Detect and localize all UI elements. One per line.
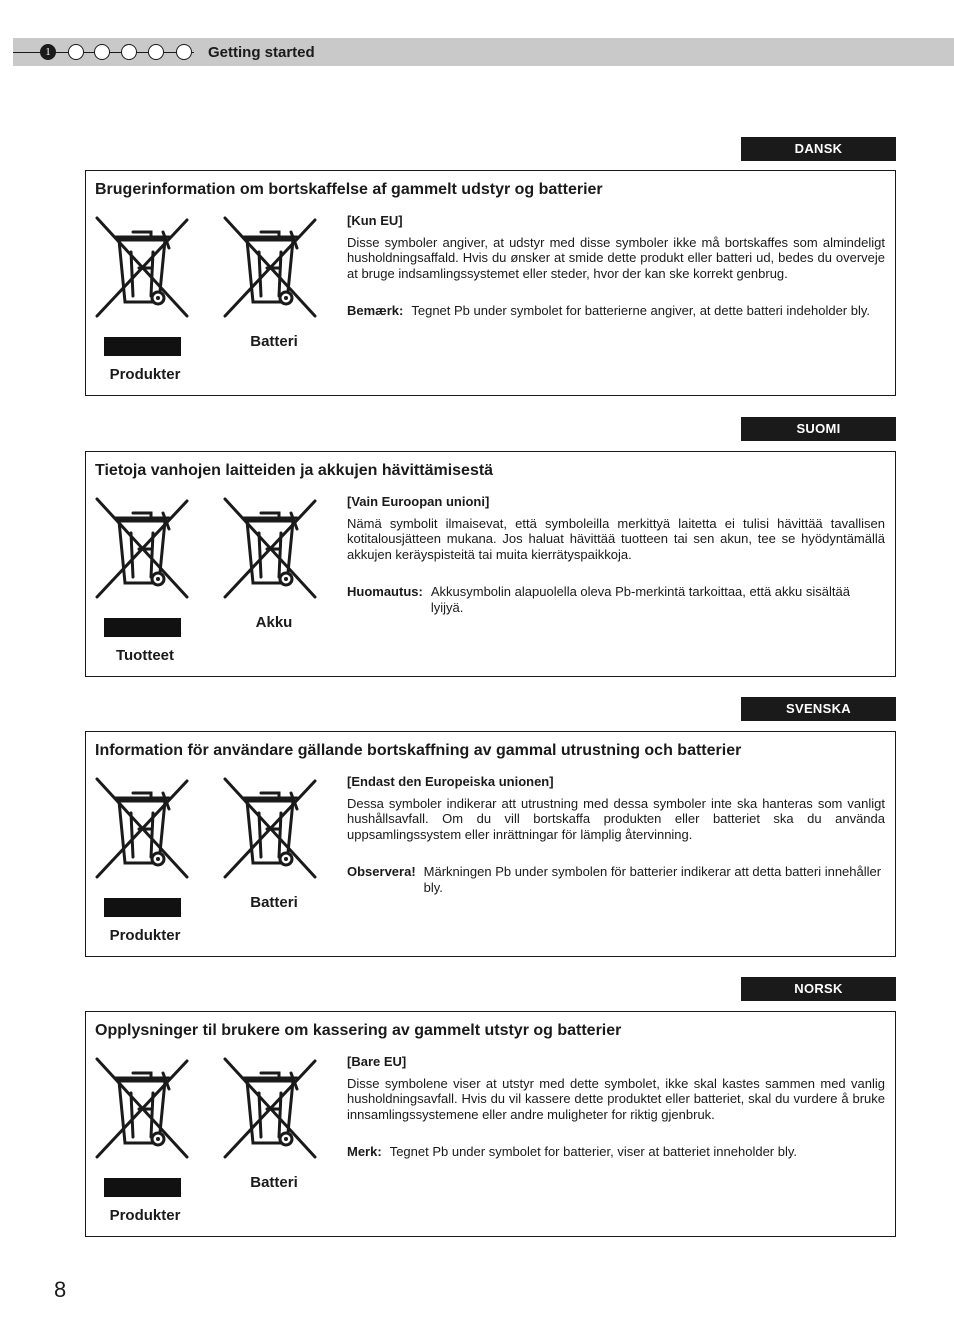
- step-indicator-active: 1: [40, 44, 56, 60]
- step-indicator: [94, 44, 110, 60]
- crossed-bin-battery-icon: [223, 1057, 319, 1161]
- chapter-title: Getting started: [208, 44, 315, 61]
- step-indicator: [148, 44, 164, 60]
- section-body: Disse symbolene viser at utstyr med dette symbolet, ikke skal kastes sammen med vanlig husholdningsavfall. Hvis du vil kassere dette produktet eller batteriet, skal du vurdere å bruke innsamlingssystemene eller andre muligheter for riktig gjenbruk.: [347, 1075, 885, 1122]
- section-text: [347, 213, 885, 319]
- note-label: Merk:: [347, 1144, 382, 1159]
- section-norsk: [85, 1011, 896, 1237]
- section-text: [347, 1054, 885, 1160]
- section-note: [347, 1144, 885, 1160]
- section-title: Tietoja vanhojen laitteiden ja akkujen hävittämisestä: [95, 462, 494, 479]
- crossed-bin-icon: [95, 497, 191, 601]
- note-text: Akkusymbolin alapuolella oleva Pb-merkintä tarkoittaa, että akku sisältää lyijyä.: [430, 584, 850, 615]
- section-note: [347, 864, 885, 895]
- section-title: Brugerinformation om bortskaffelse af gammelt udstyr og batterier: [95, 181, 603, 198]
- section-svenska: [85, 731, 896, 957]
- language-tab-suomi: SUOMI: [741, 417, 896, 441]
- section-dansk: [85, 170, 896, 396]
- crossed-bin-icon: [95, 777, 191, 881]
- note-label: Bemærk:: [347, 303, 404, 318]
- product-bar-symbol: [104, 1178, 181, 1197]
- section-subtitle: [Kun EU]: [347, 213, 403, 228]
- products-label: Produkter: [109, 927, 181, 944]
- section-note: [347, 303, 885, 319]
- crossed-bin-battery-icon: [223, 777, 319, 881]
- step-indicator: [176, 44, 192, 60]
- section-subtitle: [Vain Euroopan unioni]: [347, 494, 490, 509]
- section-title: Information för användare gällande bortskaffning av gammal utrustning och batterier: [95, 742, 742, 759]
- note-text: Tegnet Pb under symbolet for batterier, viser at batteriet inneholder bly.: [389, 1144, 798, 1159]
- product-bar-symbol: [104, 337, 181, 356]
- products-label: Produkter: [109, 1207, 181, 1224]
- section-text: [347, 774, 885, 895]
- section-subtitle: [Bare EU]: [347, 1054, 407, 1069]
- page-number: 8: [54, 1277, 67, 1302]
- language-tab-norsk: NORSK: [741, 977, 896, 1001]
- note-label: Huomautus:: [347, 584, 423, 599]
- battery-label: Akku: [255, 614, 293, 631]
- note-text: Märkningen Pb under symbolen för batterier indikerar att detta batteri innehåller bly.: [423, 864, 882, 895]
- section-suomi: [85, 451, 896, 677]
- step-indicator: [121, 44, 137, 60]
- section-body: Dessa symboler indikerar att utrustning med dessa symboler inte ska hanteras som vanligt hushållsavfall. Om du vill bortskaffa produkten eller batteriet ska du använda uppsamlingssystem eller inrättningar för lämplig återvinning.: [347, 795, 885, 842]
- battery-label: Batteri: [250, 333, 298, 350]
- section-text: [347, 494, 885, 615]
- section-subtitle: [Endast den Europeiska unionen]: [347, 774, 554, 789]
- battery-label: Batteri: [250, 894, 298, 911]
- note-text: Tegnet Pb under symbolet for batterierne angiver, at dette batteri indeholder bly.: [411, 303, 871, 318]
- battery-label: Batteri: [250, 1174, 298, 1191]
- step-indicator: [68, 44, 84, 60]
- crossed-bin-icon: [95, 1057, 191, 1161]
- product-bar-symbol: [104, 618, 181, 637]
- product-bar-symbol: [104, 898, 181, 917]
- language-tab-dansk: DANSK: [741, 137, 896, 161]
- products-label: Tuotteet: [115, 647, 175, 664]
- section-body: Nämä symbolit ilmaisevat, että symboleilla merkittyä laitetta ei tulisi hävittää tavallisen kotitalousjätteen mukana. Jos haluat hävittää tuotteen tai sen akun, tee se hyödyntämällä akkujen keräyspisteitä tai muita kierrätyspaikkoja.: [347, 515, 885, 562]
- section-note: [347, 584, 885, 615]
- section-title: Opplysninger til brukere om kassering av gammelt utstyr og batterier: [95, 1022, 622, 1039]
- crossed-bin-icon: [95, 216, 191, 320]
- products-label: Produkter: [109, 366, 181, 383]
- section-body: Disse symboler angiver, at udstyr med disse symboler ikke må bortskaffes som almindeligt husholdningsaffald. Hvis du ønsker at smide dette produkt eller batteri ud, bedes du overveje at bruge indsamlingssystemet eller steder, hvor der kan ske korrekt genbrug.: [347, 234, 885, 281]
- crossed-bin-battery-icon: [223, 497, 319, 601]
- note-label: Observera!: [347, 864, 416, 879]
- crossed-bin-battery-icon: [223, 216, 319, 320]
- language-tab-svenska: SVENSKA: [741, 697, 896, 721]
